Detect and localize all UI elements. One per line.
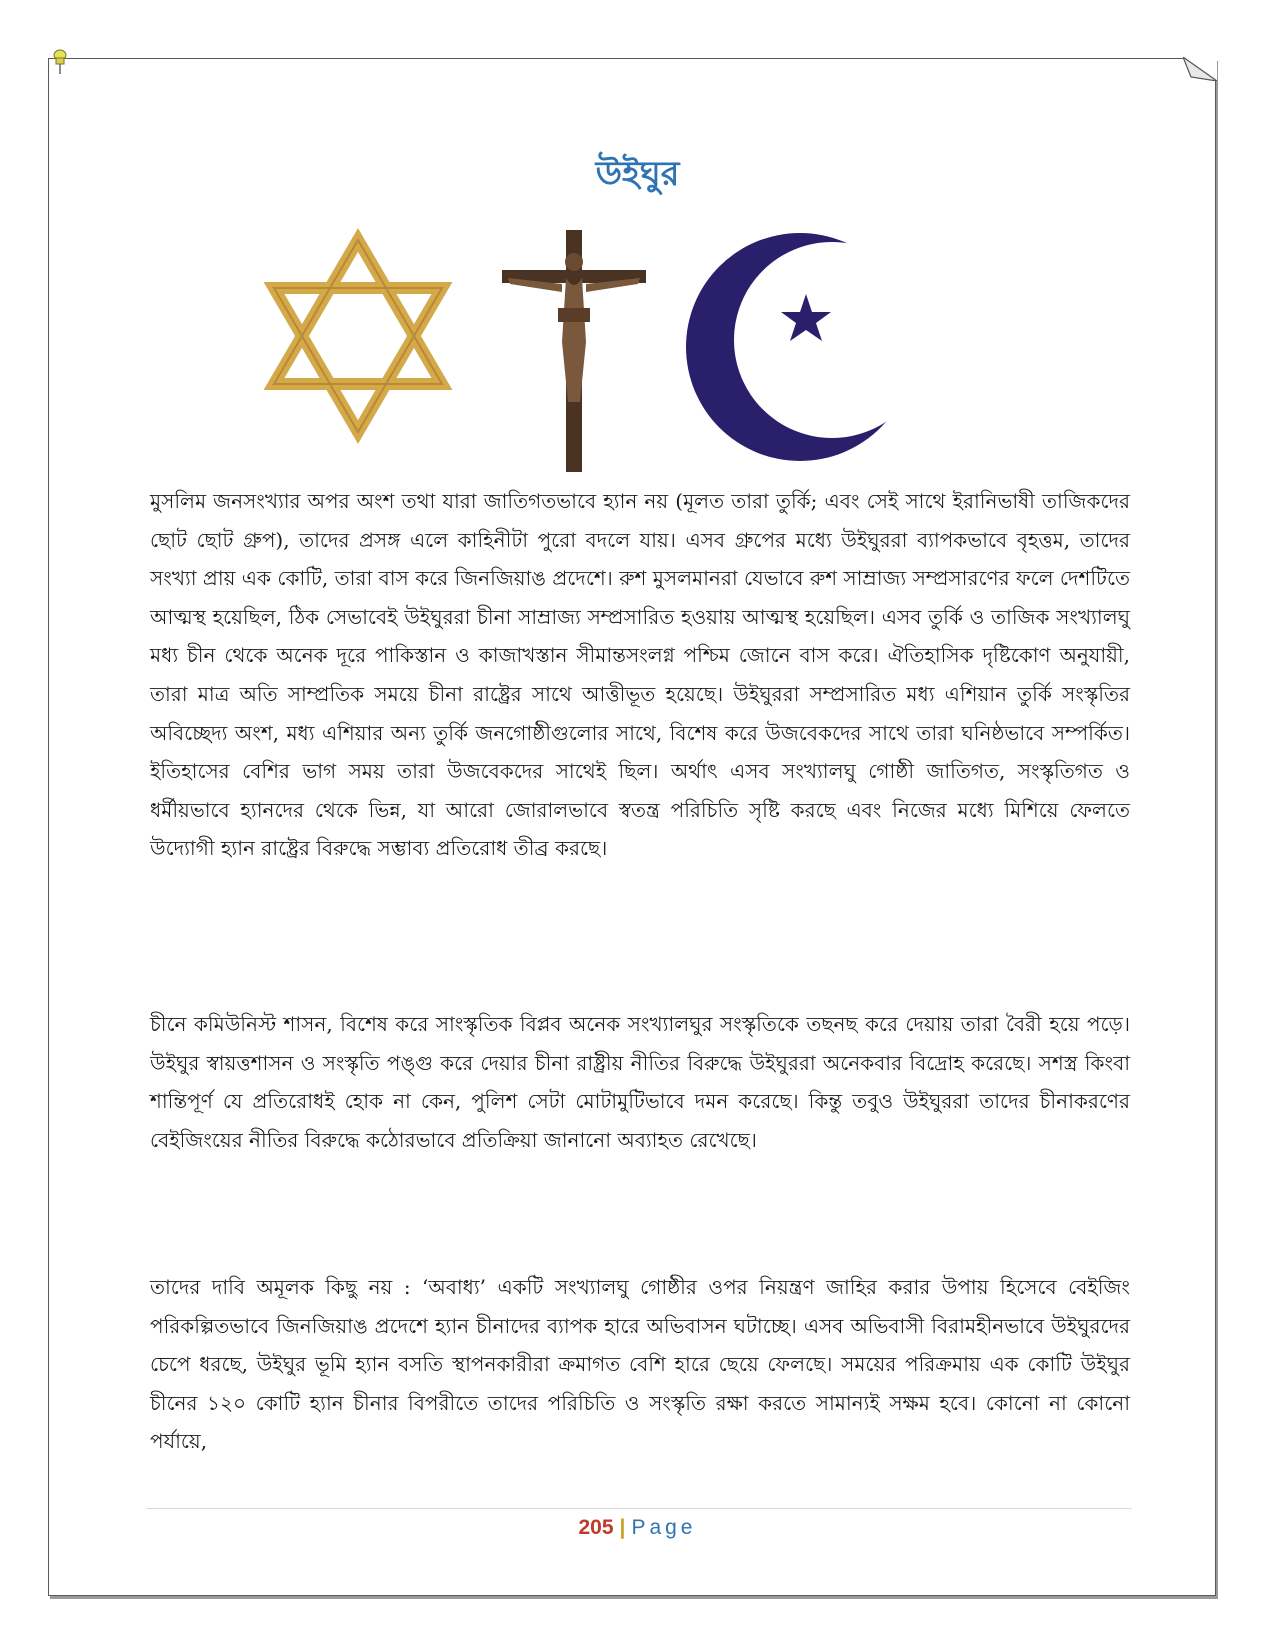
footer-divider: [146, 1508, 1132, 1509]
crucifix-icon: [502, 230, 646, 472]
pushpin-icon: [50, 48, 70, 76]
paragraph-2: চীনে কমিউনিস্ট শাসন, বিশেষ করে সাংস্কৃতিক বিপ্লব অনেক সংখ্যালঘুর সংস্কৃতিকে তছনছ করে দেয়ায় তারা বৈরী হয়ে পড়ে। উইঘুর স্বায়ত্তশাসন ও সংস্কৃতি পঙ্গু করে দেয়ার চীনা রাষ্ট্রীয় নীতির বিরুদ্ধে উইঘুররা অনেকবার বিদ্রোহ করেছে। সশস্ত্র কিংবা শান্তিপূর্ণ যে প্রতিরোধই হোক না কেন, পুলিশ সেটা মোটামুটিভাবে দমন করেছে। কিন্তু তবুও উইঘুররা তাদের চীনাকরণের বেইজিংয়ের নীতির বিরুদ্ধে কঠোরভাবে প্রতিক্রিয়া জানানো অব্যাহত রেখেছে।: [150, 1012, 1130, 1152]
paragraph-3: তাদের দাবি অমূলক কিছু নয় : ‘অবাধ্য’ একটি সংখ্যালঘু গোষ্ঠীর ওপর নিয়ন্ত্রণ জাহির করার উপায় হিসেবে বেইজিং পরিকল্পিতভাবে জিনজিয়াঙ প্রদেশে হ্যান চীনাদের ব্যাপক হারে অভিবাসন ঘটাচ্ছে। এসব অভিবাসী বিরামহীনভাবে উইঘুরদের চেপে ধরছে, উইঘুর ভূমি হ্যান বসতি স্থাপনকারীরা ক্রমাগত বেশি হারে ছেয়ে ফেলছে। সময়ের পরিক্রমায় এক কোটি উইঘুর চীনের ১২০ কোটি হ্যান চীনার বিপরীতে তাদের পরিচিতি ও সংস্কৃতি রক্ষা করতে সামান্যই সক্ষম হবে। কোনো না কোনো পর্যায়ে,: [150, 1275, 1130, 1454]
religious-symbols-image: [240, 222, 960, 472]
star-of-david-icon: [274, 240, 442, 432]
page-number: 205: [578, 1516, 614, 1539]
page-label: Page: [631, 1516, 697, 1539]
paragraph-1: মুসলিম জনসংখ্যার অপর অংশ তথা যারা জাতিগতভাবে হ্যান নয় (মূলত তারা তুর্কি; এবং সেই সাথে ইরানিভাষী তাজিকদের ছোট ছোট গ্রুপ), তাদের প্রসঙ্গ এলে কাহিনীটা পুরো বদলে যায়। এসব গ্রুপের মধ্যে উইঘুররা ব্যাপকভাবে বৃহত্তম, তাদের সংখ্যা প্রায় এক কোটি, তারা বাস করে জিনজিয়াঙ প্রদেশে। রুশ মুসলমানরা যেভাবে রুশ সাম্রাজ্য সম্প্রসারণের ফলে দেশটিতে আত্মস্থ হয়েছিল, ঠিক সেভাবেই উইঘুররা চীনা সাম্রাজ্য সম্প্রসারিত হওয়ায় আত্মস্থ হয়েছিল। এসব তুর্কি ও তাজিক সংখ্যালঘু মধ্য চীন থেকে অনেক দূরে পাকিস্তান ও কাজাখস্তান সীমান্তসংলগ্ন পশ্চিম জোনে বাস করে। ঐতিহাসিক দৃষ্টিকোণ অনুযায়ী, তারা মাত্র অতি সাম্প্রতিক সময়ে চীনা রাষ্ট্রের সাথে আত্তীভূত হয়েছে। উইঘুররা সম্প্রসারিত মধ্য এশিয়ান তুর্কি সংস্কৃতির অবিচ্ছেদ্য অংশ, মধ্য এশিয়ার অন্য তুর্কি জনগোষ্ঠীগুলোর সাথে, বিশেষ করে উজবেকদের সাথে তারা ঘনিষ্ঠভাবে সম্পর্কিত। ইতিহাসের বেশির ভাগ সময় তারা উজবেকদের সাথেই ছিল। অর্থাৎ এসব সংখ্যালঘু গোষ্ঠী জাতিগত, সংস্কৃতিগত ও ধর্মীয়ভাবে হ্যানদের থেকে ভিন্ন, যা আরো জোরালভাবে স্বতন্ত্র পরিচিতি সৃষ্টি করছে এবং নিজের মধ্যে মিশিয়ে ফেলতে উদ্যোগী হ্যান রাষ্ট্রের বিরুদ্ধে সম্ভাব্য প্রতিরোধ তীব্র করছে।: [150, 489, 1130, 861]
footer-separator: |: [619, 1516, 626, 1539]
page-footer: [0, 1516, 1275, 1540]
crescent-star-icon: [686, 233, 930, 461]
page-title: উইঘুর: [595, 154, 680, 194]
page-fold-corner-icon: [1183, 57, 1217, 81]
